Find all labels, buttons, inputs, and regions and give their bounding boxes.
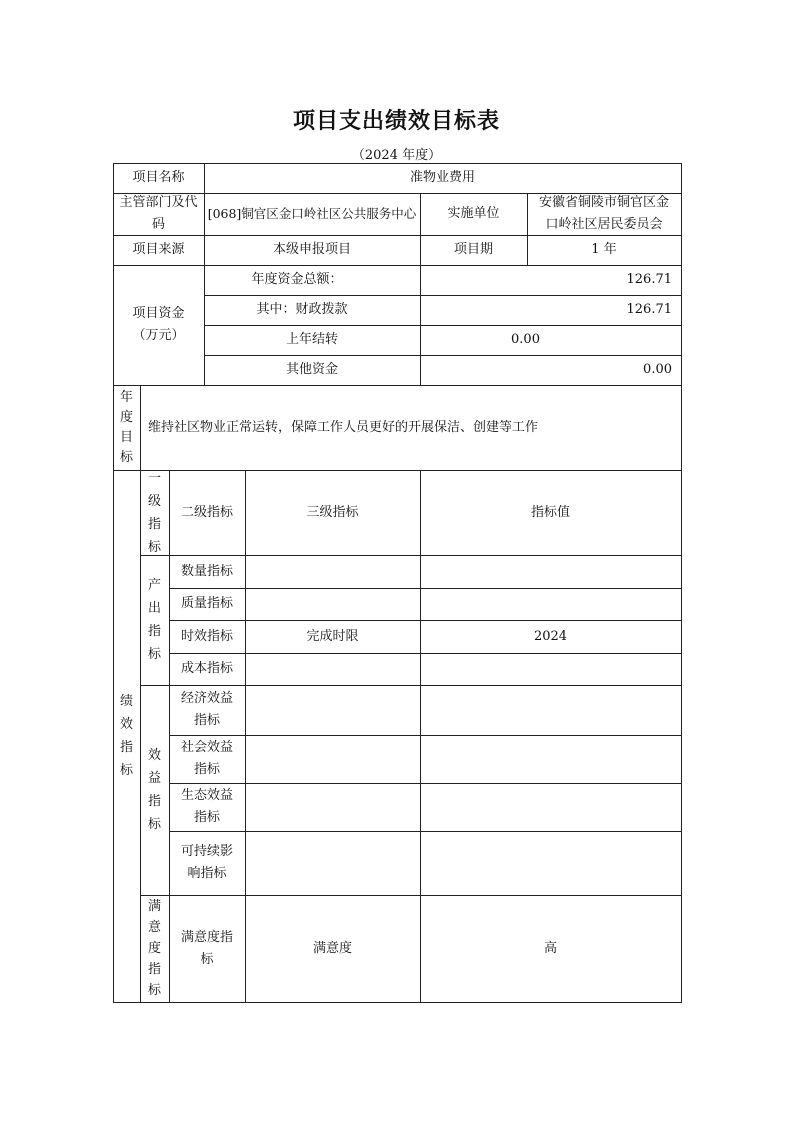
output-timeliness-l3: 完成时限 xyxy=(306,628,359,644)
perf-indicators-label: 绩效指标 xyxy=(119,694,133,778)
project-name-value: 准物业费用 xyxy=(409,170,475,185)
funds-total-label: 年度资金总额： xyxy=(251,272,343,287)
benefit-sustainable: 可持续影响指标 xyxy=(180,844,233,881)
funds-total-value: 126.71 xyxy=(626,272,672,287)
impl-unit-value: 安徽省铜陵市铜官区金口岭社区居民委员会 xyxy=(538,195,669,232)
satisfaction-indicators-label: 满意度指标 xyxy=(147,899,161,998)
benefit-indicators-label: 效益指标 xyxy=(147,748,161,832)
funds-other-label: 其他资金 xyxy=(285,362,338,377)
output-quantity: 数量指标 xyxy=(180,563,233,579)
source-label: 项目来源 xyxy=(132,242,185,257)
satisfaction-level3: 满意度 xyxy=(312,940,352,956)
funds-fiscal-label: 其中：财政拨款 xyxy=(256,302,348,317)
funds-other-value: 0.00 xyxy=(643,362,672,377)
funds-carryover-label: 上年结转 xyxy=(285,332,338,347)
annual-goal-label: 年度目标 xyxy=(119,389,133,465)
funds-fiscal-value: 126.71 xyxy=(626,302,672,317)
header-level1: 一级指标 xyxy=(147,470,161,555)
satisfaction-value: 高 xyxy=(543,940,557,956)
annual-goal-value: 维持社区物业正常运转，保障工作人员更好的开展保洁、创建等工作 xyxy=(148,419,539,435)
benefit-social: 社会效益指标 xyxy=(180,740,233,777)
page-subtitle: （2024 年度） xyxy=(351,148,442,163)
benefit-ecological: 生态效益指标 xyxy=(180,788,233,825)
header-value: 指标值 xyxy=(530,504,570,520)
impl-unit-label: 实施单位 xyxy=(447,206,500,221)
benefit-economic: 经济效益指标 xyxy=(180,691,233,728)
period-value: 1 年 xyxy=(591,242,617,257)
output-timeliness-value: 2024 xyxy=(533,628,568,644)
output-indicators-label: 产出指标 xyxy=(147,578,161,662)
project-name-label: 项目名称 xyxy=(132,170,185,185)
dept-value: [068]铜官区金口岭社区公共服务中心 xyxy=(207,206,417,221)
page-title: 项目支出绩效目标表 xyxy=(292,108,500,134)
output-cost: 成本指标 xyxy=(180,661,233,676)
header-level3: 三级指标 xyxy=(306,504,359,520)
source-value: 本级申报项目 xyxy=(272,242,351,257)
period-label: 项目期 xyxy=(453,242,493,257)
funds-label: 项目资金（万元） xyxy=(132,306,185,343)
funds-carryover-value: 0.00 xyxy=(511,332,540,347)
dept-label: 主管部门及代码 xyxy=(119,195,198,232)
output-quality: 质量指标 xyxy=(180,596,233,611)
header-level2: 二级指标 xyxy=(180,504,233,520)
output-timeliness: 时效指标 xyxy=(180,628,233,644)
satisfaction-level2: 满意度指标 xyxy=(180,929,233,967)
